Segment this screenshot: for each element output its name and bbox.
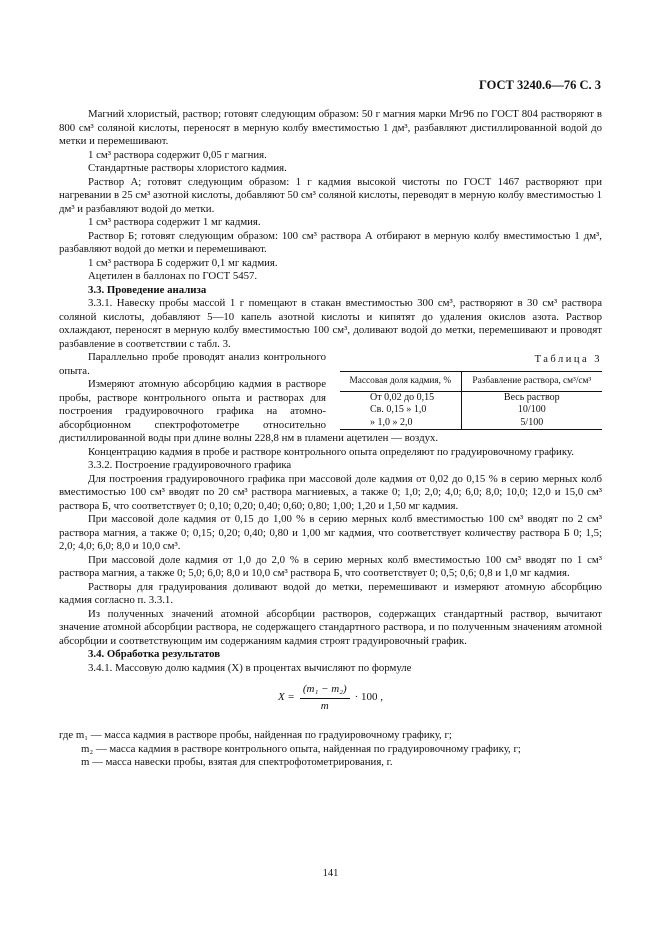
formula-numerator: (m₁ − m₂) [300,683,350,699]
formula-lhs: X = [277,691,295,704]
formula-denominator: m [320,699,329,712]
table-cell: От 0,02 до 0,15 [370,391,435,403]
definition-m2: m₂ — масса кадмия в растворе контрольного опыта, найденная по градуировочному графику, г; [81,742,521,755]
intro-magnesium-content: 1 см³ раствора содержит 0,05 г магния. [88,148,267,161]
table-cell: Св. 0,15 » 1,0 [370,404,427,415]
intro-acetylene: Ацетилен в баллонах по ГОСТ 5457. [88,270,258,282]
cadmium-formula [59,683,602,719]
calibration-measure: Растворы для градуирования доливают водой до метки, перемешивают и измеряют атомную абсорбцию кадмия согласно п. 3.3.1. [59,580,602,606]
cadmium-concentration-text: Концентрацию кадмия в пробе и растворе контрольного опыта определяют по градуировочному графику. [88,445,574,458]
intro-solution-b: Раствор Б; готовят следующим образом: 100 см³ раствора А отбирают в мерную колбу вместимостью 1 дм³, разбавляют водой до метки и перемешивают. [59,229,602,255]
table-row [340,391,602,404]
definition-m: m — масса навески пробы, взятая для спектрофотометрирования, г. [81,756,393,768]
table-cell: 10/100 [461,404,602,417]
table-3-grid [340,371,602,431]
table-row [340,404,602,417]
table-cell: » 1,0 » 2,0 [340,417,461,430]
section-3-3-1-text: 3.3.1. Навеску пробы массой 1 г помещают в стакан вместимостью 300 см³, растворяют в 30 см³ раствора соляной кислоты, добавляют 5—10 капель азотной кислоты и кипятят до удаления окислов азота. Раствор охлаждают, переносят в мерную колбу вместимостью 100 см³, доливают водой до метки, перемешивают и проводят разбавление в соответствии с табл. 3. [59,297,602,350]
page-content [59,108,602,770]
table-cell: 5/100 [461,417,602,430]
calibration-graph-text: Из полученных значений атомной абсорбции растворов, содержащих стандартный раствор, вычитают значение атомной абсорбции раствора, не содержащего стандартного раствора, и по полученным значениям атомной абсорбции и соответствующим им содержаниям кадмия строят градуировочный график. [59,607,602,647]
table-3-col-dilution: Разбавление раствора, см³/см³ [461,371,602,391]
intro-solution-a: Раствор А; готовят следующим образом: 1 г кадмия высокой чистоты по ГОСТ 1467 растворяют при нагревании в 25 см³ азотной кислоты, добавляют 50 см³ соляной кислоты, переводят в мерную колбу вместимостью 1 дм³ и разбавляют водой до метки. [59,175,602,215]
calibration-range-2: При массовой доле кадмия от 0,15 до 1,00 % в серию мерных колб вместимостью 100 см³ вводят по 2 см³ раствора магния, а также 0; 0,15; 0,20; 0,40; 0,80 и 1,00 мг кадмия, что соответствует количеству раствора Б 0; 1,5; 2,0; 4,0; 6,0; 8,0 и 10,0 см³. [59,513,602,552]
section-3-3-heading: 3.3. Проведение анализа [88,283,207,296]
table-wrap-block [59,351,602,446]
intro-magnesium-solution: Магний хлористый, раствор; готовят следующим образом: 50 г магния марки Мг96 по ГОСТ 804 растворяют в 800 см³ соляной кислоты, переносят в мерную колбу вместимостью 1 дм³, разбавляют дистиллированной водой до метки и перемешивают. [59,108,602,147]
formula-fraction [300,683,350,713]
intro-solution-b-content: 1 см³ раствора Б содержит 0,1 мг кадмия. [88,256,278,269]
table-3 [340,353,602,430]
formula-rhs: · 100 , [354,691,384,704]
calibration-range-3: При массовой доле кадмия от 1,0 до 2,0 % в серию мерных колб вместимостью 100 см³ вводят по 1 см³ раствора магния, а также 0; 5,0; 6,0; 8,0 и 10,0 см³ раствора Б, что соответствует 0; 0,5; 0,6; 0,8 и 1,0 мг кадмия. [59,553,602,579]
intro-standard-solutions: Стандартные растворы хлористого кадмия. [88,162,287,174]
table-row [340,417,602,430]
intro-solution-a-content: 1 см³ раствора содержит 1 мг кадмия. [88,216,261,228]
page-header: ГОСТ 3240.6—76 С. 3 [478,78,601,92]
formula-definitions [59,729,602,770]
section-3-4-1-text: 3.4.1. Массовую долю кадмия (X) в процентах вычисляют по формуле [88,661,412,674]
table-cell: Весь раствор [461,391,602,404]
control-experiment-text: Параллельно пробе проводят анализ контрольного опыта. [59,351,326,377]
atomic-absorption-text: Измеряют атомную абсорбцию кадмия в растворе пробы, растворе контрольного опыта и растворах для построения градуировочного графика на атомно-абсорбционном спектрофотометре относительно дистиллированной воды при длине волны 228,8 нм в пламени ацетилен — воздух. [59,378,439,444]
table-3-col-fraction: Массовая доля кадмия, % [340,371,461,391]
page-number: 141 [322,868,339,879]
table-3-caption: Таблица 3 [534,354,602,365]
section-3-3-2-heading: 3.3.2. Построение градуировочного графика [88,459,292,471]
definition-m1: где m₁ — масса кадмия в растворе пробы, найденная по градуировочному графику, г; [59,729,452,741]
section-3-4-heading: 3.4. Обработка результатов [88,648,221,660]
calibration-range-1: Для построения градуировочного графика при массовой доле кадмия от 0,02 до 0,15 % в серию мерных колб вместимостью 100 см³ вводят по 20 см³ раствора магниевых, а также 0; 1,0; 2,0; 4,0; 6,0; 8,0; 10,0; 12,0 и 15,0 см³ раствора Б, что соответствует 0; 0,10; 0,20; 0,40; 0,60; 0,80; 1,00; 1,20 и 1,50 мг кадмия. [59,472,602,512]
